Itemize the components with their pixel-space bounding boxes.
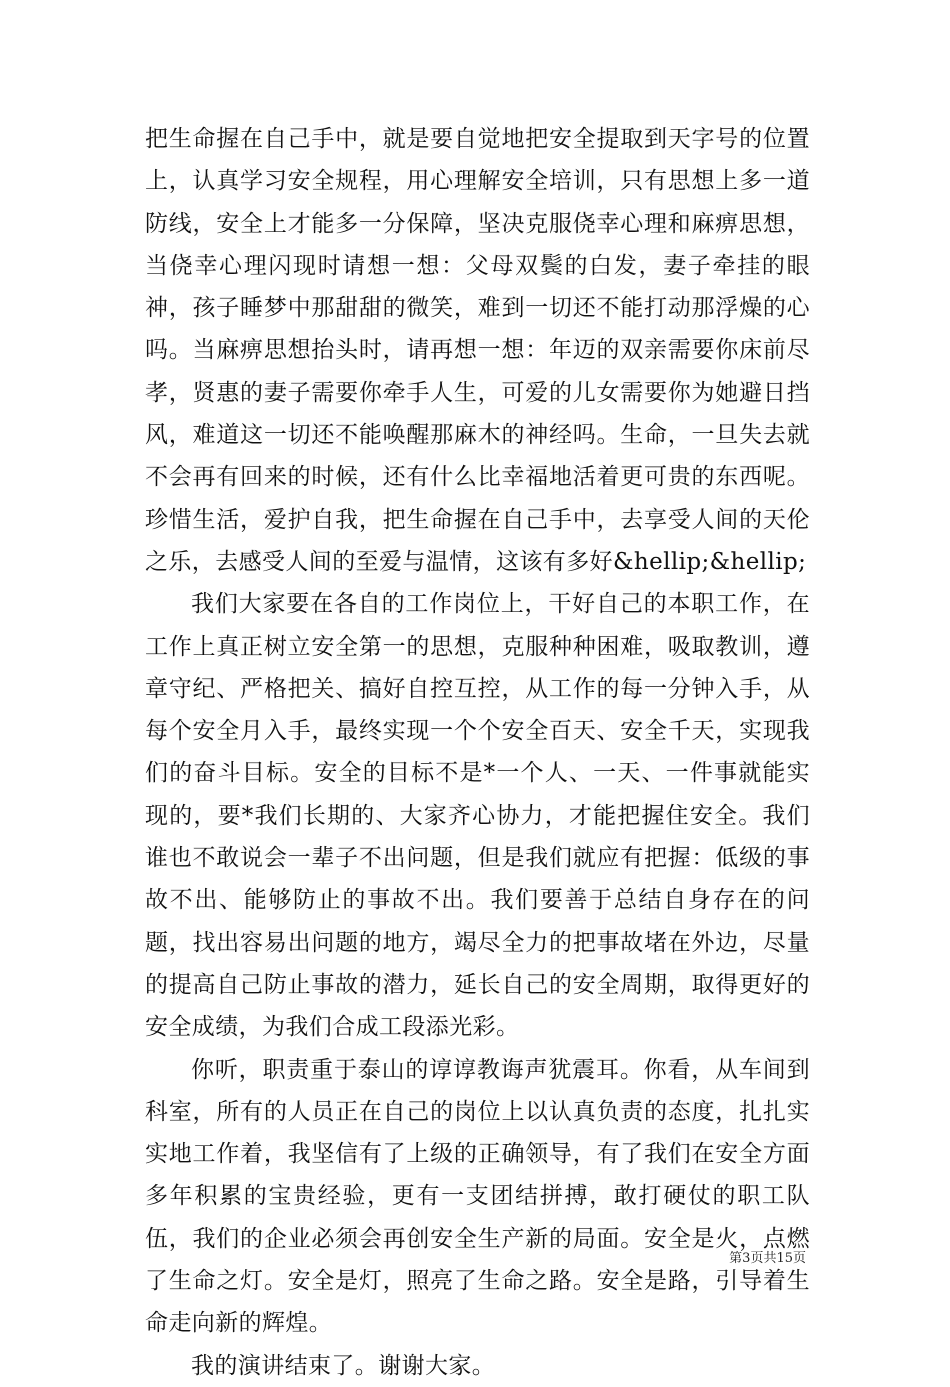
paragraph-4: 我的演讲结束了。谢谢大家。 bbox=[191, 1352, 496, 1379]
paragraph-1: 把生命握在自己手中，就是要自觉地把安全提取到天字号的位置上，认真学习安全规程，用心理解安全培训，只有思想上多一道防线，安全上才能多一分保障，坚决克服侥幸心理和麻痹思想，当侥幸心理闪现时请想一想：父母双鬓的白发，妻子牵挂的眼神，孩子睡梦中那甜甜的微笑，难到一切还不能打动那浮燥的心吗。当麻痹思想抬头时，请再想一想：年迈的双亲需要你床前尽孝，贤惠的妻子需要你牵手人生，可爱的儿女需要你为她避日挡风，难道这一切还不能唤醒那麻木的神经吗。生命，一旦失去就不会再有回来的时候，还有什么比幸福地活着更可贵的东西呢。珍惜生活，爱护自我，把生命握在自己手中，去享受人间的天伦之乐，去感受人间的至爱与温情，这该有多好&hellip;&hellip; bbox=[145, 126, 810, 575]
paragraph-2: 我们大家要在各自的工作岗位上，干好自己的本职工作，在工作上真正树立安全第一的思想，克服种种困难，吸取教训，遵章守纪、严格把关、搞好自控互控，从工作的每一分钟入手，从每个安全月入手，最终实现一个个安全百天、安全千天，实现我们的奋斗目标。安全的目标不是*一个人、一天、一件事就能实现的，要*我们长期的、大家齐心协力，才能把握住安全。我们谁也不敢说会一辈子不出问题，但是我们就应有把握：低级的事故不出、能够防止的事故不出。我们要善于总结自身存在的问题，找出容易出问题的地方，竭尽全力的把事故堵在外边，尽量的提高自己防止事故的潜力，延长自己的安全周期，取得更好的安全成绩，为我们合成工段添光彩。 bbox=[145, 591, 810, 1041]
page-number-footer: 第3页共15页 bbox=[729, 1251, 806, 1266]
document-body bbox=[145, 118, 810, 1387]
paragraph-3: 你听，职责重于泰山的谆谆教诲声犹震耳。你看，从车间到科室，所有的人员正在自己的岗位上以认真负责的态度，扎扎实实地工作着，我坚信有了上级的正确领导，有了我们在安全方面多年积累的宝贵经验，更有一支团结拼搏，敢打硬仗的职工队伍，我们的企业必须会再创安全生产新的局面。安全是火，点燃了生命之灯。安全是灯，照亮了生命之路。安全是路，引导着生命走向新的辉煌。 bbox=[145, 1056, 810, 1337]
